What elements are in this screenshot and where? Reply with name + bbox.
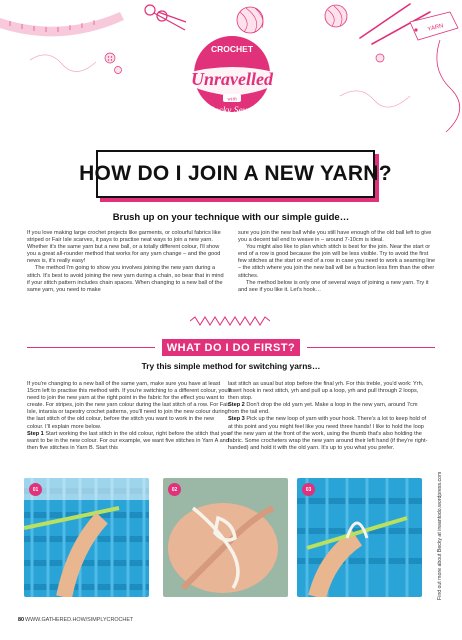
- step-paragraph: [228, 402, 428, 416]
- intro-paragraph: If you love making large crochet projects like garments, or colourful fabrics like striped or Fair Isle scarves, it pays to practise neat ways to join a new yarn. Whether it's the same yarn but a new ball, or a totally different colour, I'll show you a great all-rounder method that works for any yarn change – and the good news is, it's really easy!: [27, 230, 221, 265]
- side-credit: Find out more about Becky at irwantodo.wordpress.com: [437, 471, 443, 600]
- subhead-rule-left: [27, 347, 155, 348]
- section-heading: WHAT DO I DO FIRST?: [166, 341, 296, 354]
- step-label: Step 3: [228, 416, 245, 423]
- photo-crochet-fabric-hook: [24, 478, 149, 597]
- folio-url[interactable]: WWW.GATHERED.HOW/SIMPLYCROCHET: [25, 617, 134, 623]
- yarn-tag-icon: [410, 12, 458, 40]
- body-paragraph: If you're changing to a new ball of the same yarn, make sure you have at least 15cm left to practise this method with. If you're switching to a different colour, you'll need to join the new yarn at the right point in the fabric for the effect you want to create. For stripes, join the new yarn colour during the last stitch of a row. For Fair Isle, intarsia or tapestry crochet patterns, you'll need to join the new colour during the last stitch of the old colour, before the stitch you want to work in the new colour. I'll explain more below.: [27, 381, 232, 430]
- photo-hand-yarn-loop: [163, 478, 288, 597]
- decor-swirl: [30, 55, 96, 72]
- intro-paragraph: The method below is only one of several ways of joining a new yarn. Try it and see if you like it. Let's hook…: [238, 279, 429, 293]
- folio: [18, 617, 133, 623]
- crochet-unravelled-badge: [175, 30, 290, 130]
- tag-text: YARN: [427, 23, 445, 33]
- intro-column-right: [238, 230, 438, 294]
- photo-number-badge: 01: [29, 483, 42, 496]
- standfirst: Brush up on your technique with our simple guide…: [112, 212, 350, 223]
- intro-paragraph: The method I'm going to show you involves joining the new yarn during a stitch. It's best to avoid joining the new yarn during a chain, so bear that in mind if your stitch pattern includes chain spaces. When changing to a new ball of the same yarn, you need to make: [27, 265, 224, 293]
- step-photo-2: [163, 478, 288, 597]
- page-title: HOW DO I JOIN A NEW YARN?: [79, 162, 392, 185]
- badge-line2: Unravelled: [191, 69, 273, 89]
- step-photo-3: [297, 478, 422, 597]
- photo-hook-new-loop: [297, 478, 422, 597]
- badge-graphic: [175, 30, 290, 130]
- headline-box: [79, 150, 392, 198]
- step-photo-1: [24, 478, 149, 597]
- decor-swirl: [340, 91, 410, 107]
- body-column-left: [27, 381, 232, 452]
- photo-number-badge: 03: [302, 483, 315, 496]
- photo-number-badge: 02: [168, 483, 181, 496]
- intro-paragraph: sure you join the new ball while you still have enough of the old ball left to give you a decent tail end to weave in – around 7-10cm is ideal.: [238, 230, 432, 244]
- step-paragraph: [228, 416, 428, 451]
- section-standfirst: Try this simple method for switching yarns…: [141, 361, 321, 371]
- step-label: Step 1: [27, 430, 44, 437]
- intro-paragraph: You might also like to plan which stitch is best for the join. Near the start or end of a row is good because the join will be less visible. Try to avoid the first few stitches at the start or end of a row in case you need to work a seaming line – the stitch where you join the new ball will be a fraction less firm than the other stitches.: [238, 244, 436, 279]
- subhead-rule-right: [307, 347, 435, 348]
- yarn-ball-icon: [325, 5, 347, 27]
- body-paragraph: last stitch as usual but stop before the final yrh. For this treble, you'd work: Yrh, insert hook in next stitch, yrh and pull up a loop, yrh and pull through 2 loops, then stop.: [228, 381, 424, 402]
- body-column-right: [228, 381, 428, 452]
- zigzag-divider: [190, 313, 270, 323]
- badge-line3: with: [227, 96, 237, 103]
- intro-column-left: [27, 230, 227, 294]
- step-label: Step 2: [228, 402, 245, 409]
- step-paragraph: [27, 431, 232, 452]
- scissors-icon: [145, 5, 186, 30]
- page-number: 80: [18, 617, 24, 623]
- step-text: Don't drop the old yarn yet. Make a loop in the new yarn, around 7cm from the tail end.: [228, 402, 418, 416]
- subhead-box: [162, 339, 300, 356]
- badge-line1: CROCHET: [210, 44, 254, 54]
- step-text: Start working the last stitch in the old colour, right before the stitch that you want to be in the new colour. For our example, we want five stitches in Yarn A and then five stitches in Yarn B. Start this: [27, 430, 230, 451]
- badge-line4: Becky Seuse: [208, 106, 256, 116]
- thread-line: [437, 40, 460, 132]
- tape-measure-icon: [0, 12, 124, 36]
- step-text: Pick up the new loop of yarn with your hook. There's a lot to keep hold of at this point and you might feel like you need three hands! I like to hold the loop of the new yarn at the front of the work, using the thumb that's also holding the fabric. Some crocheters wrap the new yarn around their left hand (if they're right-handed) and hold it with the old yarn. It's up to you what you prefer.: [228, 416, 428, 451]
